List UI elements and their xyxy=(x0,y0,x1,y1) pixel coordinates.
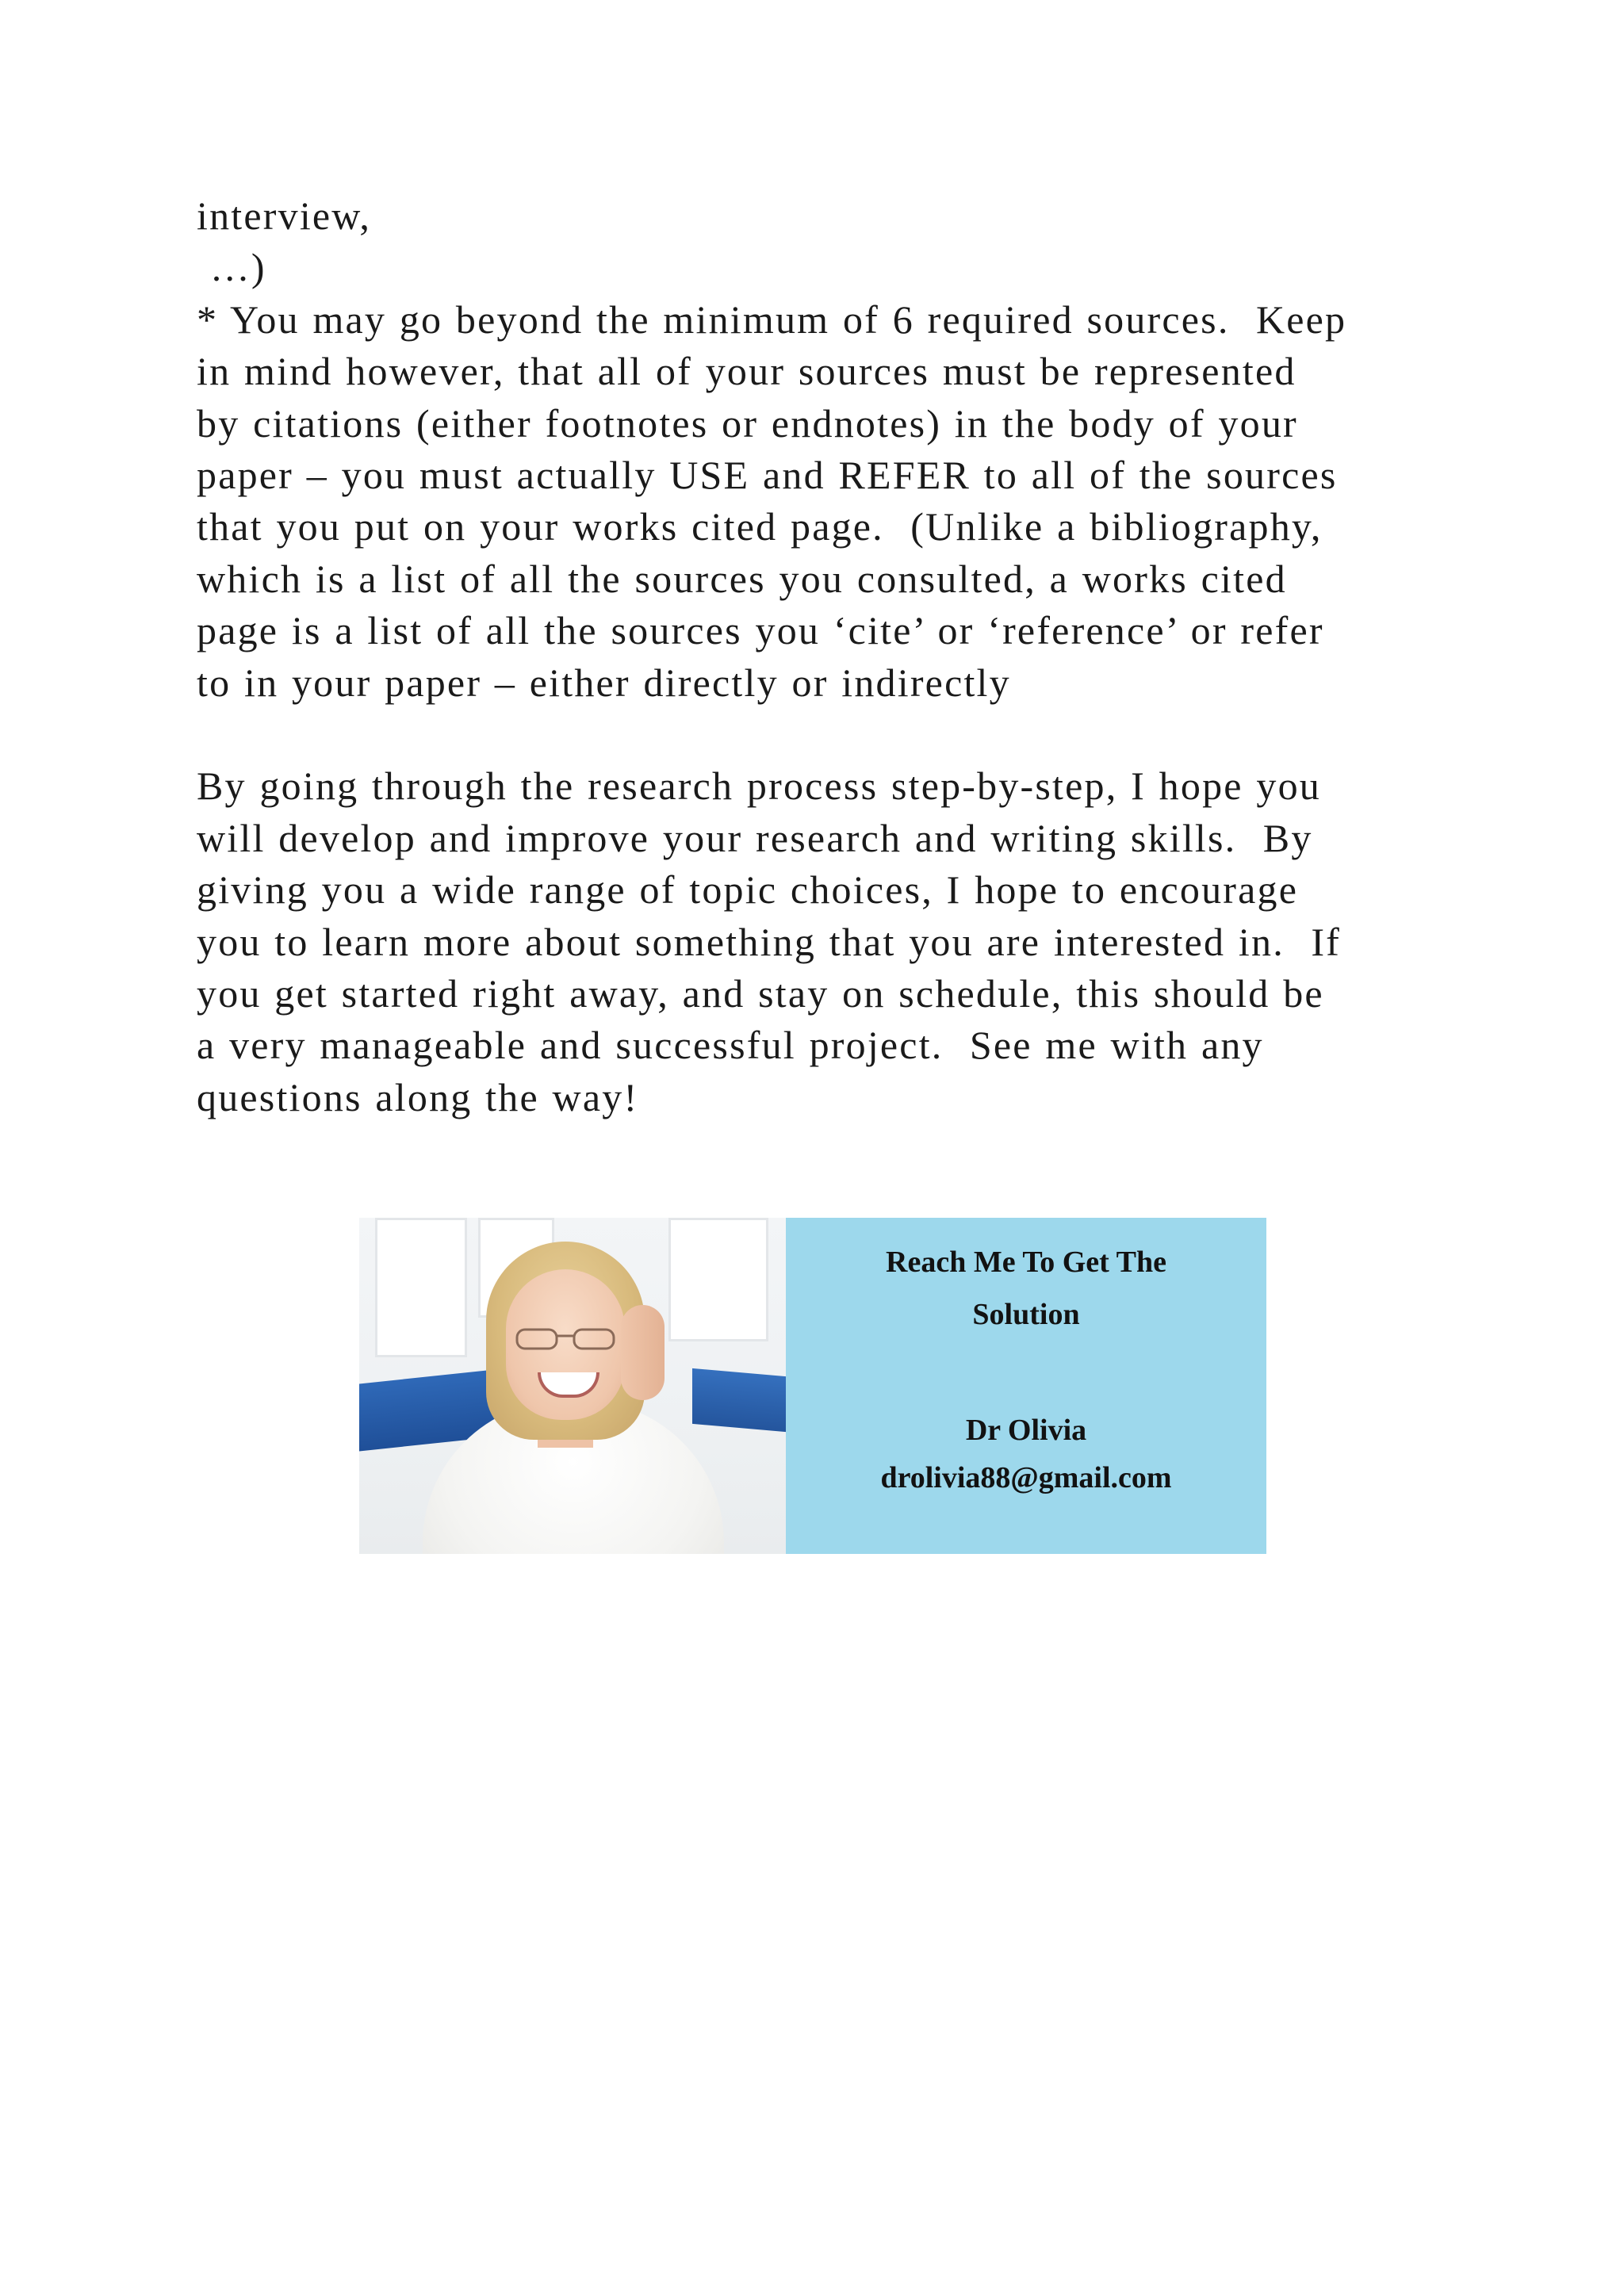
text-line: in mind however, that all of your sources must be represented xyxy=(197,349,1297,394)
text-line: by citations (either footnotes or endnotes) in the body of your xyxy=(197,400,1298,446)
contact-name: Dr Olivia xyxy=(965,1414,1087,1447)
headline-line-2: Solution xyxy=(972,1298,1080,1331)
text-line: that you put on your works cited page. (Unlike a bibliography, xyxy=(197,504,1323,549)
text-line: page is a list of all the sources you ‘cite’ or ‘reference’ or refer xyxy=(197,608,1324,653)
text-line: will develop and improve your research and writing skills. By xyxy=(197,815,1313,860)
contact-info-panel xyxy=(786,1218,1266,1554)
hand xyxy=(621,1305,665,1400)
text-line: …) xyxy=(197,245,266,290)
text-line: you to learn more about something that you are interested in. If xyxy=(197,919,1342,964)
text-line: you get started right away, and stay on schedule, this should be xyxy=(197,971,1324,1016)
text-line: paper – you must actually USE and REFER to all of the sources xyxy=(197,453,1338,498)
contact-email[interactable]: drolivia88@gmail.com xyxy=(880,1461,1172,1494)
window-panel xyxy=(375,1218,467,1357)
blank-line xyxy=(197,709,1465,760)
text-line: a very manageable and successful project. See me with any xyxy=(197,1023,1264,1068)
text-line: questions along the way! xyxy=(197,1074,639,1119)
text-line: interview, xyxy=(197,193,372,238)
text-line: to in your paper – either directly or indirectly xyxy=(197,660,1011,705)
chair-back xyxy=(692,1368,786,1432)
contact-banner xyxy=(359,1218,1266,1554)
text-line: By going through the research process step-by-step, I hope you xyxy=(197,763,1321,809)
window-panel xyxy=(668,1218,768,1341)
glasses-icon xyxy=(514,1325,617,1353)
headline-line-1: Reach Me To Get The xyxy=(886,1246,1166,1279)
body-text xyxy=(197,190,1465,1123)
text-line: giving you a wide range of topic choices, I hope to encourage xyxy=(197,867,1299,913)
text-line: * You may go beyond the minimum of 6 required sources. Keep xyxy=(197,297,1347,342)
text-line: which is a list of all the sources you consulted, a works cited xyxy=(197,556,1287,601)
woman-portrait-photo xyxy=(359,1218,786,1554)
